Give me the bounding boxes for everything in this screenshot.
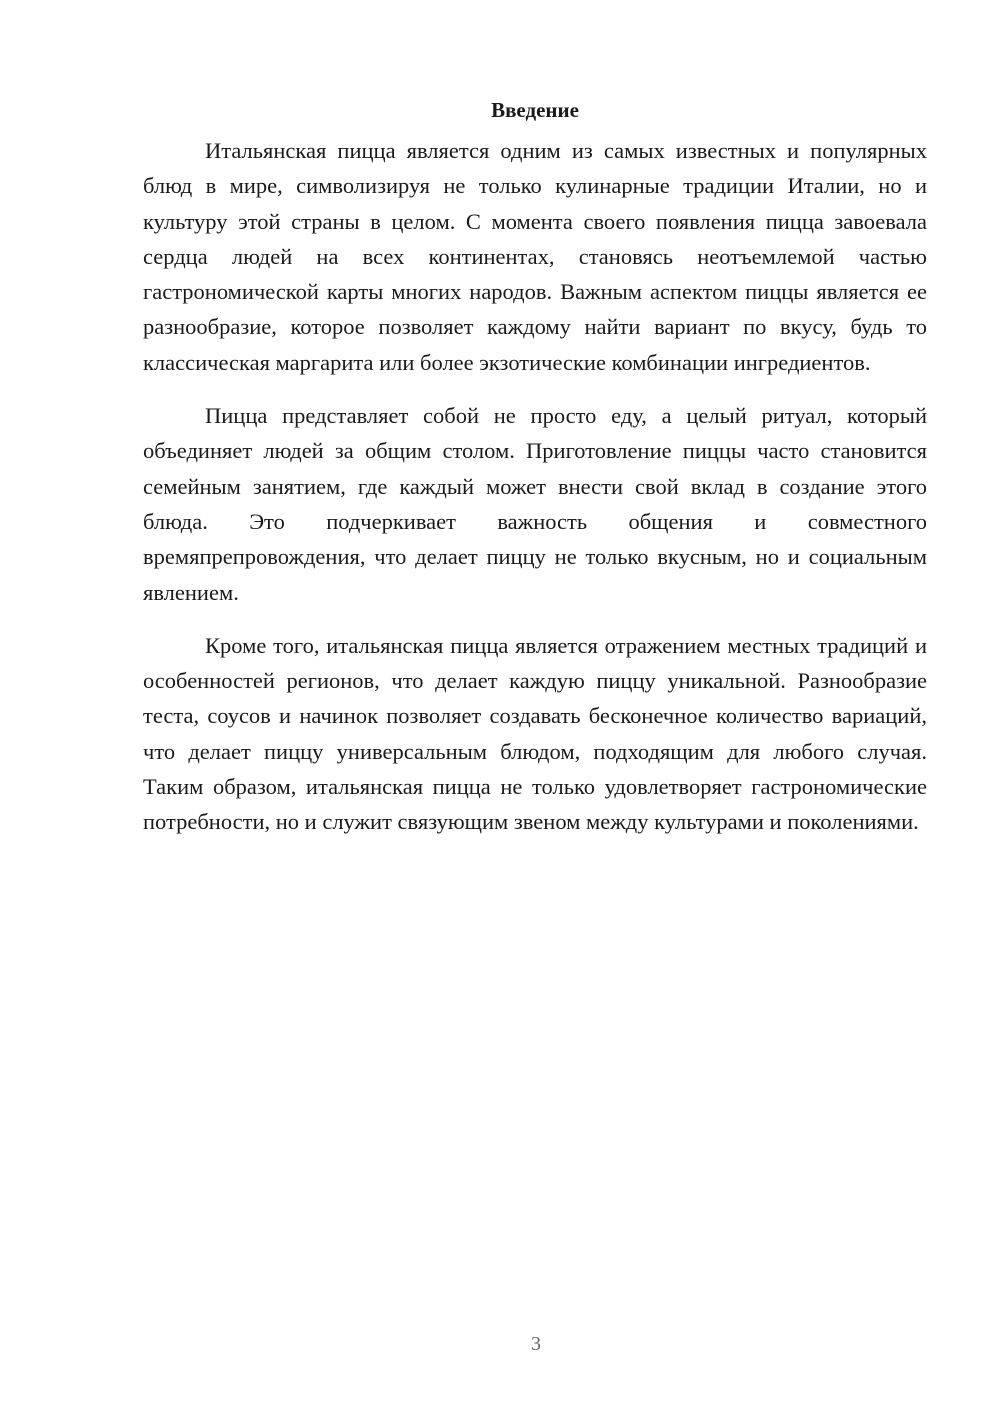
- paragraph-1: Итальянская пицца является одним из самых известных и популярных блюд в мире, символизируя не только кулинарные традиции Италии, но и культуру этой страны в целом. С момента своего появления пицца завоевала сердца людей на всех континентах, становясь неотъемлемой частью гастрономической карты многих народов. Важным аспектом пиццы является ее разнообразие, которое позволяет каждому найти вариант по вкусу, будь то классическая маргарита или более экзотические комбинации ингредиентов.: [143, 138, 927, 375]
- paragraph-2: Пицца представляет собой не просто еду, а целый ритуал, который объединяет людей за общим столом. Приготовление пиццы часто становится семейным занятием, где каждый может внести свой вклад в создание этого блюда. Это подчеркивает важность общения и совместного времяпрепровождения, что делает пиццу не только вкусным, но и социальным явлением.: [143, 403, 927, 605]
- paragraph-3: Кроме того, итальянская пицца является отражением местных традиций и особенностей регионов, что делает каждую пиццу уникальной. Разнообразие теста, соусов и начинок позволяет создавать бесконечное количество вариаций, что делает пиццу универсальным блюдом, подходящим для любого случая. Таким образом, итальянская пицца не только удовлетворяет гастрономические потребности, но и служит связующим звеном между культурами и поколениями.: [143, 632, 927, 835]
- page-number: 3: [531, 1333, 541, 1355]
- page-content: [143, 95, 927, 858]
- section-heading: Введение: [491, 98, 579, 122]
